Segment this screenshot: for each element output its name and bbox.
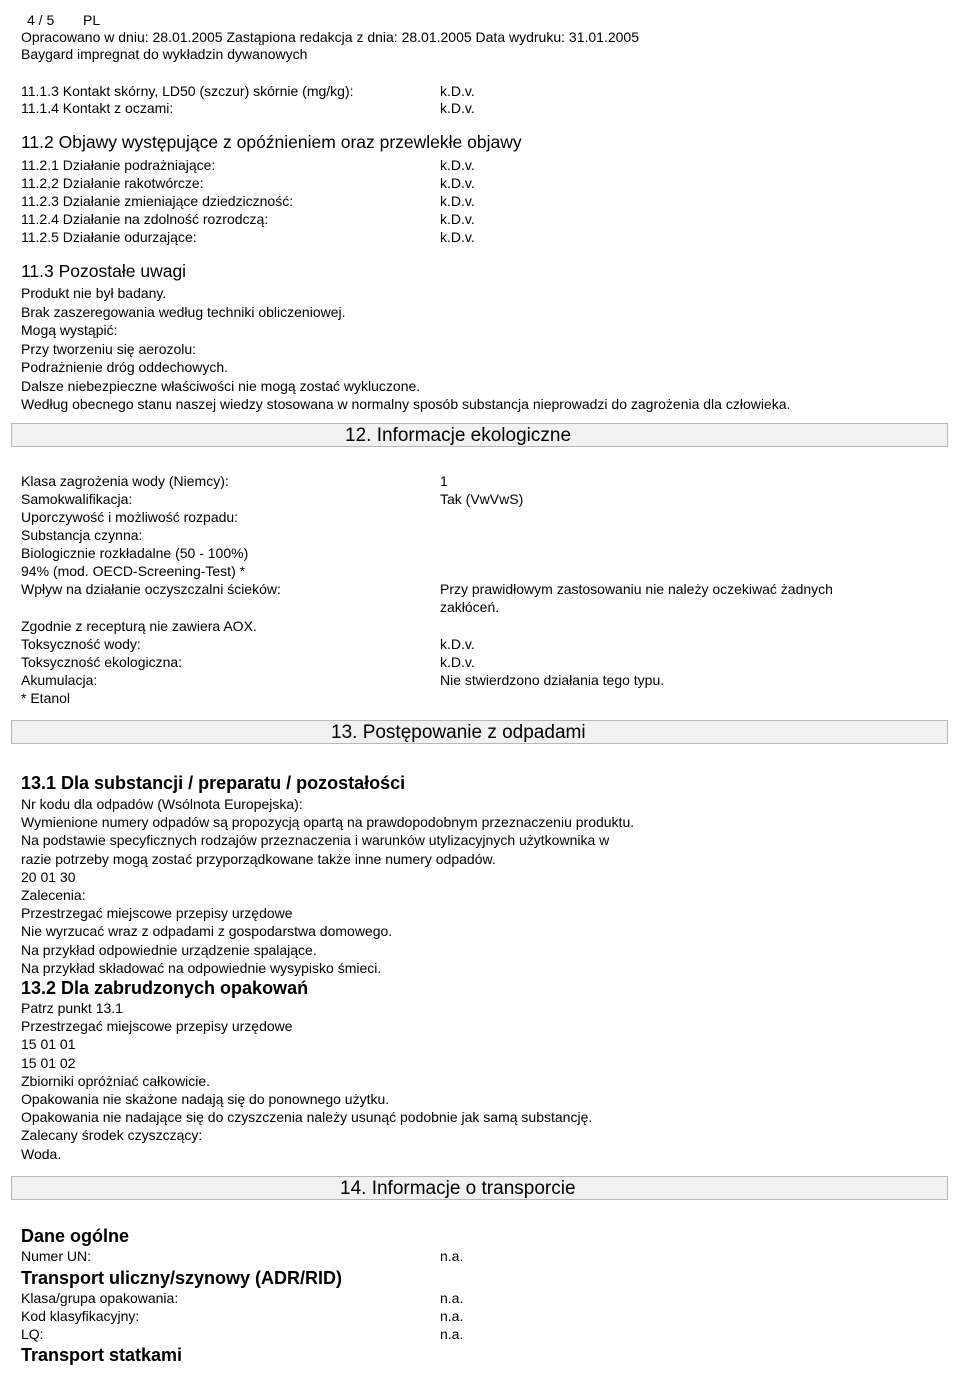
field-label: Numer UN: <box>21 1248 92 1264</box>
field-value: Tak (VwVwS) <box>440 491 524 507</box>
text-line: Zbiorniki opróżniać całkowicie. <box>21 1072 211 1089</box>
text-line: Mogą wystąpić: <box>21 322 118 338</box>
field-row <box>21 1325 941 1343</box>
field-value: Nie stwierdzono działania tego typu. <box>440 672 665 688</box>
field-row <box>21 653 941 671</box>
road-transport-heading: Transport uliczny/szynowy (ADR/RID) <box>21 1268 343 1288</box>
text-line: Biologicznie rozkładalne (50 - 100%) <box>21 545 249 561</box>
field-label: 11.2.1 Działanie podrażniające: <box>21 157 216 173</box>
field-row <box>21 580 941 616</box>
section-heading-13-1: 13.1 Dla substancji / preparatu / pozostałości <box>21 773 406 793</box>
field-row <box>21 490 941 508</box>
field-label: Toksyczność wody: <box>21 636 141 652</box>
field-value: k.D.v. <box>440 157 475 173</box>
field-row <box>21 210 941 228</box>
field-row <box>21 156 941 174</box>
text-line: 15 01 01 <box>21 1036 76 1053</box>
text-line: Nie wyrzucać wraz z odpadami z gospodarstwa domowego. <box>21 923 393 940</box>
remarks-text <box>21 284 941 414</box>
field-label: Kod klasyfikacyjny: <box>21 1308 140 1324</box>
text-line: Nr kodu dla odpadów (Wsólnota Europejska): <box>21 796 303 812</box>
field-value: k.D.v. <box>440 654 475 670</box>
field-row <box>21 174 941 192</box>
field-label: Akumulacja: <box>21 672 98 688</box>
field-value: n.a. <box>440 1308 464 1324</box>
text-line: Produkt nie był badany. <box>21 285 167 301</box>
field-label: 11.1.3 Kontakt skórny, LD50 (szczur) skórnie (mg/kg): <box>21 83 354 99</box>
text-line: Przestrzegać miejscowe przepisy urzędowe <box>21 1018 293 1035</box>
field-label: 11.1.4 Kontakt z oczami: <box>21 100 174 116</box>
field-value: k.D.v. <box>440 229 475 245</box>
text-line: Na podstawie specyficznych rodzajów przeznaczenia i warunków utylizacyjnych użytkownika w <box>21 832 610 849</box>
field-value: 1 <box>440 473 448 489</box>
field-value: k.D.v. <box>440 100 475 116</box>
language-code: PL <box>83 12 101 28</box>
field-label: Samokwalifikacja: <box>21 491 133 507</box>
text-line: Na przykład odpowiednie urządzenie spalające. <box>21 941 317 958</box>
section-title-12: 12. Informacje ekologiczne <box>345 425 572 446</box>
product-name: Baygard impregnat do wykładzin dywanowych <box>21 46 308 62</box>
text-line: Wymienione numery odpadów są propozycją opartą na prawdopodobnym przeznaczeniu produktu. <box>21 814 635 831</box>
text-line: Brak zaszeregowania według techniki obliczeniowej. <box>21 303 346 320</box>
section-bar-13 <box>11 720 948 744</box>
field-value: k.D.v. <box>440 636 475 652</box>
packaging-text <box>21 999 941 1163</box>
text-line: Dalsze niebezpieczne właściwości nie mogą zostać wykluczone. <box>21 377 421 394</box>
dates-line: Opracowano w dniu: 28.01.2005 Zastąpiona redakcja z dnia: 28.01.2005 Data wydruku: 31.01.2005 <box>21 29 639 45</box>
section-heading-13-2: 13.2 Dla zabrudzonych opakowań <box>21 978 309 998</box>
field-value: k.D.v. <box>440 211 475 227</box>
text-line: Substancja czynna: <box>21 527 143 543</box>
field-row <box>21 99 941 117</box>
text-line: Na przykład składować na odpowiednie wysypisko śmieci. <box>21 959 382 976</box>
text-line: Opakowania nie nadające się do czyszczenia należy usunąć podobnie jak samą substancję. <box>21 1109 593 1126</box>
field-label: 11.2.4 Działanie na zdolność rozrodczą: <box>21 211 269 227</box>
text-line: Patrz punkt 13.1 <box>21 1000 123 1016</box>
text-line: 15 01 02 <box>21 1054 76 1071</box>
text-line: Uporczywość i możliwość rozpadu: <box>21 509 239 525</box>
field-label: 11.2.5 Działanie odurzające: <box>21 229 197 245</box>
field-label: Klasa/grupa opakowania: <box>21 1290 179 1306</box>
persistence-text <box>21 508 941 580</box>
field-label: Wpływ na działanie oczyszczalni ścieków: <box>21 581 281 597</box>
section-heading-11-3: 11.3 Pozostałe uwagi <box>21 261 187 281</box>
field-value: n.a. <box>440 1290 464 1306</box>
field-row <box>21 635 941 653</box>
field-label: Klasa zagrożenia wody (Niemcy): <box>21 473 229 489</box>
field-row <box>21 671 941 689</box>
section-title-13: 13. Postępowanie z odpadami <box>331 722 586 743</box>
text-line: 20 01 30 <box>21 868 76 885</box>
general-data-heading: Dane ogólne <box>21 1226 130 1246</box>
page-number: 4 / 5 <box>27 12 55 28</box>
field-row <box>21 1289 941 1307</box>
aox-note: Zgodnie z recepturą nie zawiera AOX. <box>21 618 257 634</box>
text-line: Przestrzegać miejscowe przepisy urzędowe <box>21 905 293 922</box>
text-line: Podrażnienie dróg oddechowych. <box>21 359 229 375</box>
text-line: Zalecany środek czyszczący: <box>21 1127 203 1144</box>
sea-transport-heading: Transport statkami <box>21 1345 183 1365</box>
section-bar-12 <box>11 423 948 447</box>
field-value: Przy prawidłowym zastosowaniu nie należy oczekiwać żadnych <box>440 581 833 597</box>
field-value-continued: zakłóceń. <box>440 599 500 615</box>
section-bar-14 <box>11 1176 948 1200</box>
text-line: Zalecenia: <box>21 887 86 904</box>
field-row <box>21 192 941 210</box>
field-label: LQ: <box>21 1326 44 1342</box>
text-line: 94% (mod. OECD-Screening-Test) * <box>21 563 246 579</box>
field-label: 11.2.2 Działanie rakotwórcze: <box>21 175 204 191</box>
section-title-14: 14. Informacje o transporcie <box>340 1178 576 1199</box>
field-row <box>21 228 941 246</box>
field-value: k.D.v. <box>440 193 475 209</box>
field-row <box>21 1247 941 1265</box>
section-heading-11-2: 11.2 Objawy występujące z opóźnieniem oraz przewlekłe objawy <box>21 132 522 152</box>
waste-text <box>21 795 941 977</box>
field-label: 11.2.3 Działanie zmieniające dziedziczność: <box>21 193 294 209</box>
field-row <box>21 1307 941 1325</box>
field-value: n.a. <box>440 1326 464 1342</box>
text-line: razie potrzeby mogą zostać przyporządkowane także inne numery odpadów. <box>21 850 496 867</box>
field-value: k.D.v. <box>440 83 475 99</box>
field-row <box>21 472 941 490</box>
text-line: Według obecnego stanu naszej wiedzy stosowana w normalny sposób substancja nieprowadzi do zagrożenia dla człowieka. <box>21 396 791 412</box>
footnote: * Etanol <box>21 690 71 706</box>
field-label: Toksyczność ekologiczna: <box>21 654 183 670</box>
field-value: k.D.v. <box>440 175 475 191</box>
text-line: Woda. <box>21 1145 62 1162</box>
text-line: Przy tworzeniu się aerozolu: <box>21 340 197 357</box>
field-row <box>21 82 941 100</box>
field-value: n.a. <box>440 1248 464 1264</box>
text-line: Opakowania nie skażone nadają się do ponownego użytku. <box>21 1091 390 1108</box>
